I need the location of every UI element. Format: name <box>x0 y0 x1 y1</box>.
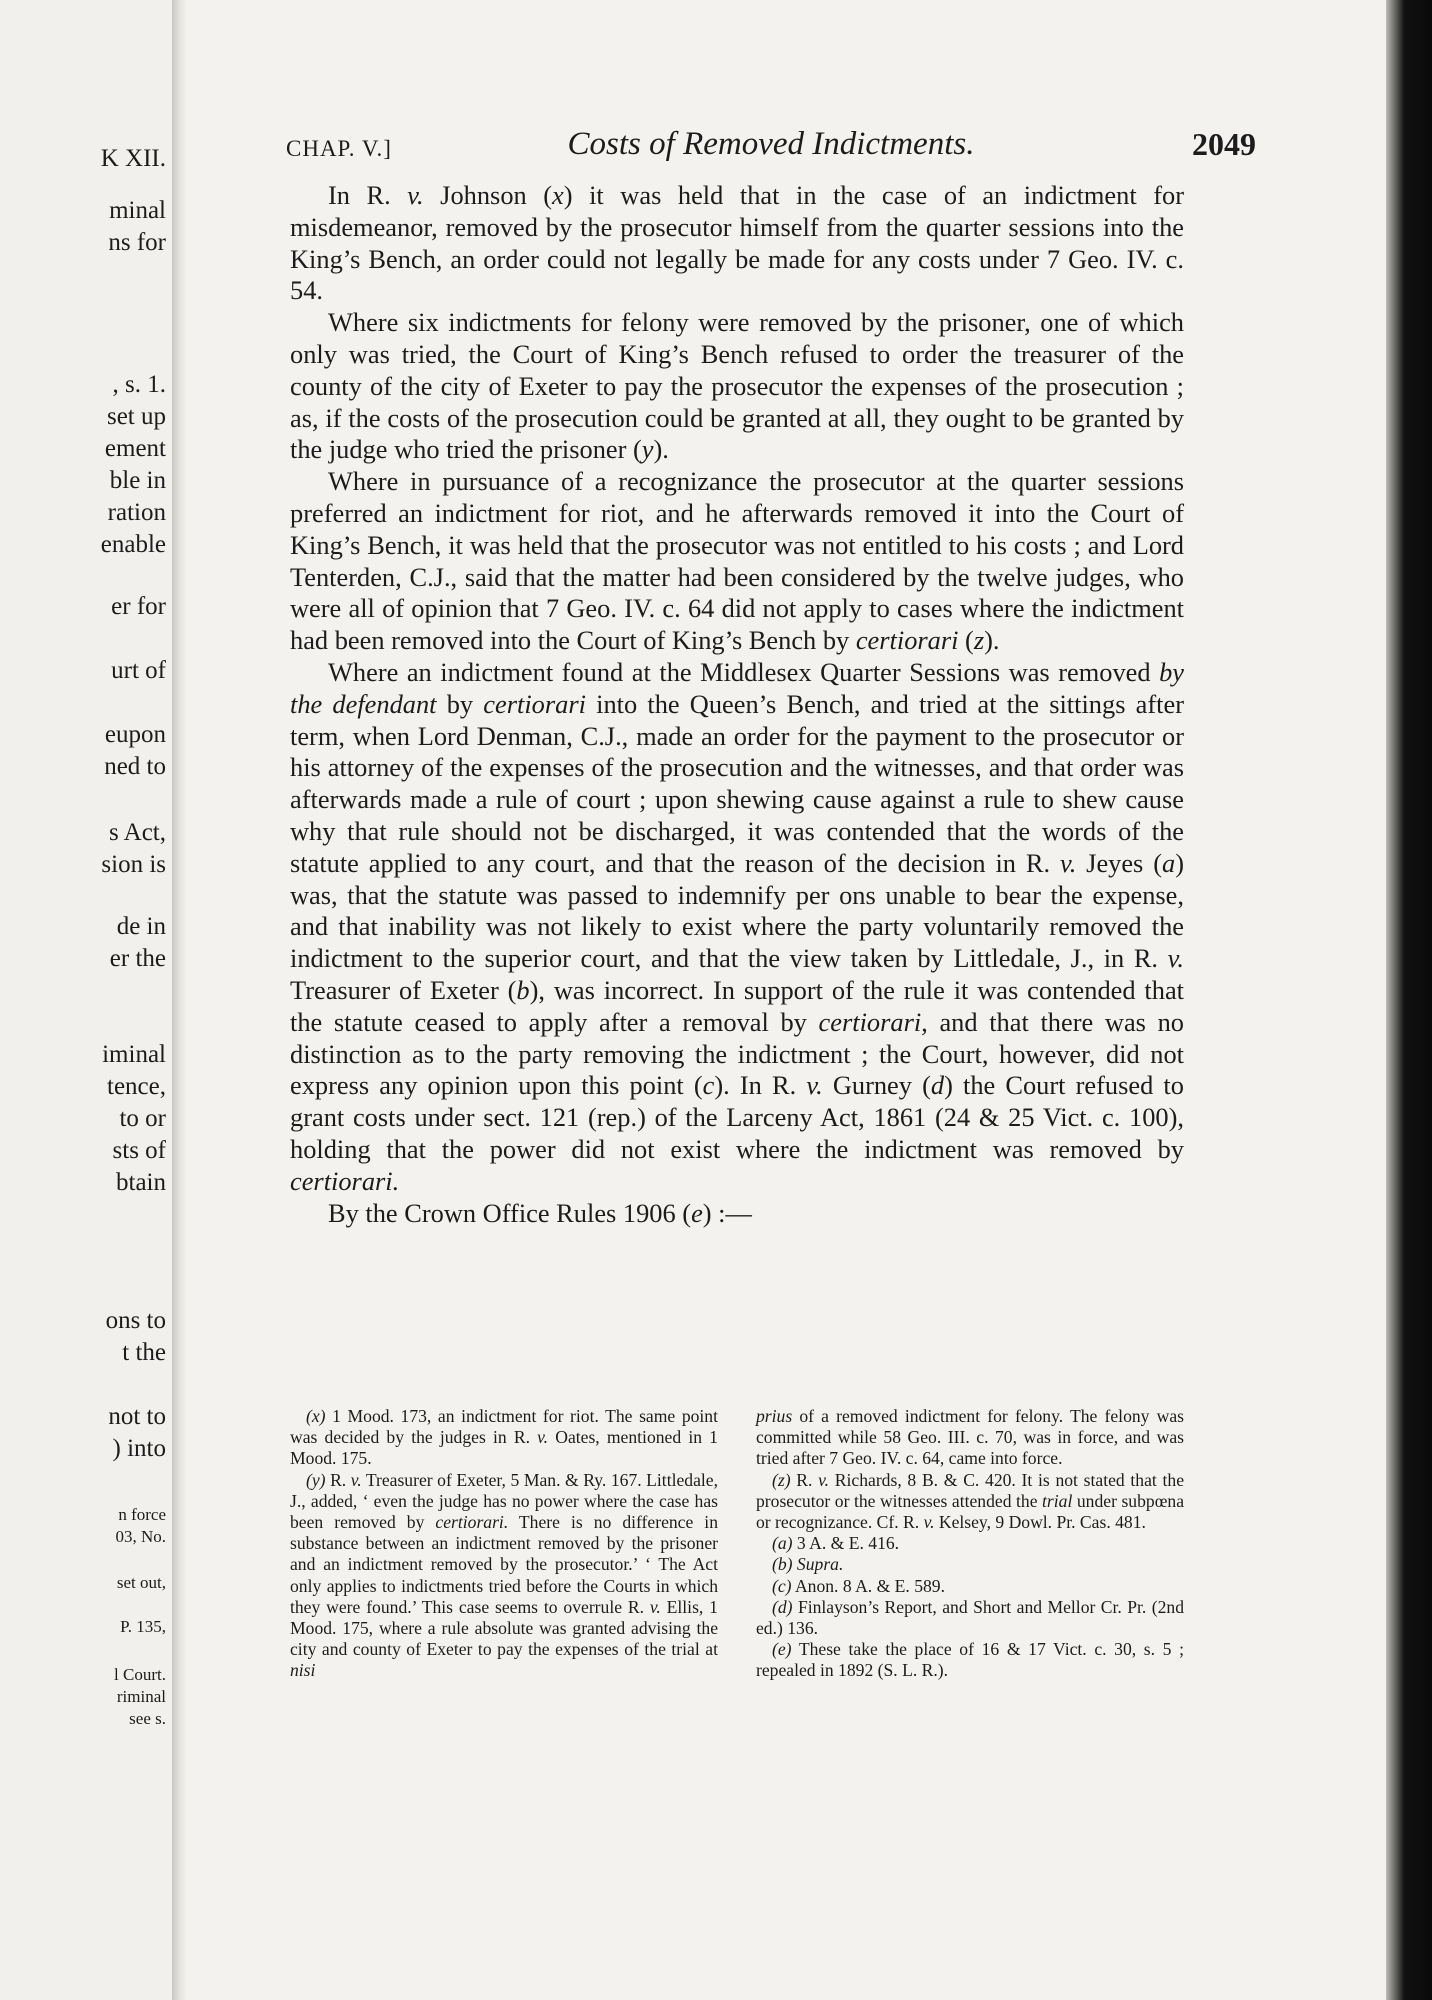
footnote-y-continued: prius of a removed indictment for felony. The felony was committed while 58 Geo. III. c. 70, was in force, and was tried after 7 Geo. IV. c. 64, came into force. <box>756 1406 1184 1469</box>
footnotes <box>290 1406 1184 1682</box>
facing-page-text-fragment: riminal <box>116 1687 166 1706</box>
facing-page-text-fragment: P. 135, <box>120 1617 166 1636</box>
running-header <box>286 126 1256 172</box>
footnote-column-left <box>290 1406 718 1682</box>
facing-page-edge <box>0 0 172 2000</box>
footnote-b: (b) Supra. <box>772 1554 844 1575</box>
facing-page-text-fragment: 03, No. <box>115 1527 166 1546</box>
facing-page-text-fragment: ons to <box>105 1307 166 1334</box>
facing-page-text-fragment: ement <box>104 435 166 462</box>
facing-page-text-fragment: enable <box>100 531 166 558</box>
facing-page-text-fragment: set up <box>106 403 166 430</box>
footnote-y: (y) R. v. Treasurer of Exeter, 5 Man. & Ry. 167. Littledale, J., added, ‘ even the judge has no power where the case has been removed by certiorari. There is no difference in substance between an indictment removed by the prisoner and an indictment removed by the prosecutor.’ ‘ The Act only applies to indictments tried before the Courts in which they were found.’ This case seems to overrule R. v. Ellis, 1 Mood. 175, where a rule absolute was granted advising the city and county of Exeter to pay the expenses of the trial at nisi <box>290 1469 718 1681</box>
facing-page-text-fragment: not to <box>108 1403 166 1430</box>
facing-page-text-fragment: s Act, <box>109 819 166 846</box>
facing-page-text-fragment: , s. 1. <box>112 371 166 398</box>
scan-edge <box>1386 0 1432 2000</box>
facing-page-text-fragment: set out, <box>116 1573 166 1592</box>
facing-page-text-fragment: tence, <box>107 1073 166 1100</box>
facing-page-text-fragment: see s. <box>129 1709 166 1728</box>
paragraph: Where an indictment found at the Middlesex Quarter Sessions was removed by the defendant by certiorari into the Queen’s Bench, and tried at the sittings after term, when Lord Denman, C.J., made an order for the payment to the prosecutor or his attorney of the expenses of the prosecution and the witnesses, and that order was afterwards made a rule of court ; upon shewing cause against a rule to shew cause why that rule should not be discharged, it was contended that the words of the statute applied to any court, and that the reason of the decision in R. v. Jeyes (a) was, that the statute was passed to indemnify per ons unable to bear the expense, and that inability was not likely to exist where the party voluntarily removed the indictment to the superior court, and that the view taken by Littledale, J., in R. v. Treasurer of Exeter (b), was incorrect. In support of the rule it was contended that the statute ceased to apply after a removal by certiorari, and that there was no distinction as to the party removing the indictment ; the Court, however, did not express any opinion upon this point (c). In R. v. Gurney (d) the Court refused to grant costs under sect. 121 (rep.) of the Larceny Act, 1861 (24 & 25 Vict. c. 100), holding that the power did not exist where the indictment was removed by certiorari. <box>290 656 1185 1196</box>
footnote-e: (e) These take the place of 16 & 17 Vict. c. 30, s. 5 ; repealed in 1892 (S. L. R.). <box>756 1639 1184 1681</box>
page-number: 2049 <box>1192 126 1256 162</box>
facing-page-text-fragment: K XII. <box>100 145 166 172</box>
footnote-d: (d) Finlayson’s Report, and Short and Mellor Cr. Pr. (2nd ed.) 136. <box>756 1596 1184 1639</box>
facing-page-text-fragment: iminal <box>102 1041 166 1068</box>
facing-page-text-fragment: urt of <box>111 657 166 684</box>
facing-page-text-fragment: de in <box>116 913 166 940</box>
footnote-x: (x) 1 Mood. 173, an indictment for riot. The same point was decided by the judges in R. v. Oates, mentioned in 1 Mood. 175. <box>290 1406 718 1469</box>
book-page <box>186 0 1386 2000</box>
footnote-c: (c) Anon. 8 A. & E. 589. <box>772 1575 945 1596</box>
footnote-a: (a) 3 A. & E. 416. <box>772 1533 900 1554</box>
paragraph: By the Crown Office Rules 1906 (e) :— <box>328 1197 752 1228</box>
footnote-column-right <box>756 1406 1184 1682</box>
facing-page-text-fragment: ned to <box>104 753 166 780</box>
facing-page-text-fragment: to or <box>119 1105 166 1132</box>
facing-page-text-fragment: l Court. <box>114 1665 166 1684</box>
facing-page-text-fragment: er the <box>109 945 166 972</box>
facing-page-text-fragment: btain <box>116 1169 166 1196</box>
page-gutter <box>172 0 186 2000</box>
facing-page-text-fragment: eupon <box>104 721 166 748</box>
facing-page-text-fragment: t the <box>122 1339 166 1366</box>
running-title: Costs of Removed Indictments. <box>567 126 975 162</box>
footnote-z: (z) R. v. Richards, 8 B. & C. 420. It is not stated that the prosecutor or the witnesses attended the trial under subpœna or recognizance. Cf. R. v. Kelsey, 9 Dowl. Pr. Cas. 481. <box>756 1469 1185 1533</box>
paragraph: Where six indictments for felony were removed by the prisoner, one of which only was tried, the Court of King’s Bench refused to order the treasurer of the county of the city of Exeter to pay the prosecutor the expenses of the prosecution ; as, if the costs of the prosecution could be granted at all, they ought to be granted by the judge who tried the prisoner (y). <box>290 307 1184 465</box>
facing-page-text-fragment: ns for <box>108 229 166 256</box>
paragraph: Where in pursuance of a recognizance the prosecutor at the quarter sessions preferred an indictment for riot, and he afterwards removed it into the Court of King’s Bench, it was held that the prosecutor was not entitled to his costs ; and Lord Tenterden, C.J., said that the matter had been considered by the twelve judges, who were all of opinion that 7 Geo. IV. c. 64 did not apply to cases where the indictment had been removed into the Court of King’s Bench by certiorari (z). <box>290 466 1184 656</box>
facing-page-text-fragment: er for <box>111 593 166 620</box>
facing-page-text-fragment: sts of <box>112 1137 166 1164</box>
facing-page-text-fragment: ration <box>107 499 166 526</box>
facing-page-text-fragment: minal <box>109 197 166 224</box>
facing-page-text-fragment: ) into <box>112 1435 166 1462</box>
facing-page-text-fragment: ble in <box>109 467 166 494</box>
paragraph: In R. v. Johnson (x) it was held that in the case of an indictment for misdemeanor, removed by the prosecutor himself from the quarter sessions into the King’s Bench, an order could not legally be made for any costs under 7 Geo. IV. c. 54. <box>290 180 1184 306</box>
facing-page-text-fragment: n force <box>118 1505 166 1524</box>
chapter-label: CHAP. V.] <box>286 136 392 161</box>
facing-page-text-fragment: sion is <box>101 851 166 878</box>
main-text <box>290 180 1184 1229</box>
